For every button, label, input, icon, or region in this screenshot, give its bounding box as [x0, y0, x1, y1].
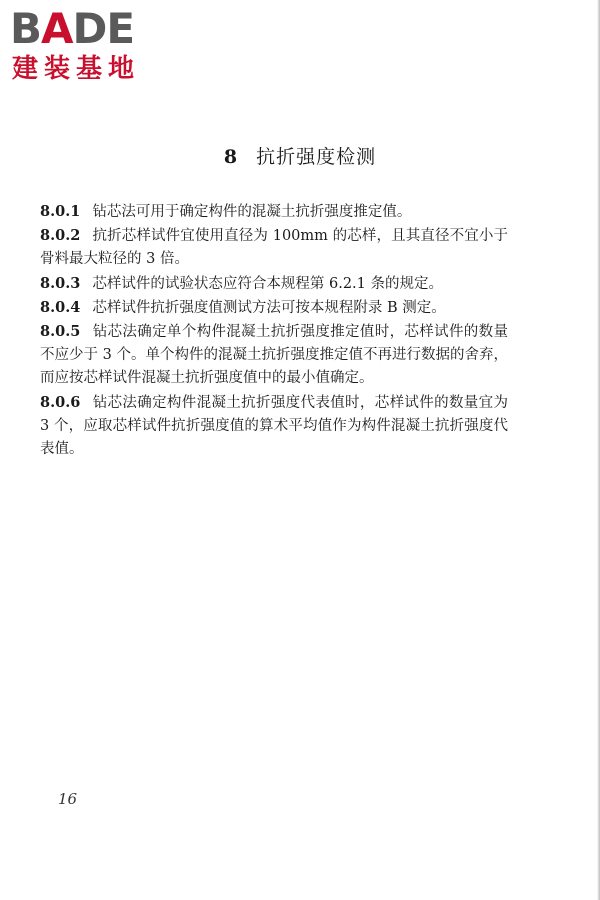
clause-text: 抗折芯样试件宜使用直径为 100mm 的芯样，且其直径不宜小于骨料最大粒径的 3 倍。 [40, 228, 508, 268]
clause-text: 钻芯法确定单个构件混凝土抗折强度推定值时，芯样试件的数量不应少于 3 个。单个构件的混凝土抗折强度推定值不再进行数据的舍弃，而应按芯样试件混凝土抗折强度值中的最小值确定。 [40, 324, 508, 387]
chapter-title: 抗折强度检测 [256, 146, 377, 168]
clause-list [40, 200, 508, 461]
clause-number: 8.0.2 [40, 227, 81, 245]
clause-text: 钻芯法可用于确定构件的混凝土抗折强度推定值。 [92, 204, 412, 220]
brand-logo [10, 6, 180, 84]
clause-8-0-4 [40, 296, 508, 320]
chapter-heading [0, 142, 600, 169]
logo-letter-b: B [10, 4, 42, 53]
clause-number: 8.0.3 [40, 274, 81, 292]
page-number: 16 [58, 790, 78, 808]
clause-text: 钻芯法确定构件混凝土抗折强度代表值时，芯样试件的数量宜为 3 个，应取芯样试件抗折强度值的算术平均值作为构件混凝土抗折强度代表值。 [40, 394, 508, 458]
clause-text: 芯样试件的试验状态应符合本规程第 6.2.1 条的规定。 [92, 275, 443, 292]
clause-number: 8.0.5 [40, 323, 81, 341]
logo-wordmark [10, 6, 134, 52]
chapter-number: 8 [223, 146, 239, 168]
logo-subtitle: 建装基地 [12, 54, 141, 84]
clause-number: 8.0.6 [40, 393, 81, 411]
clause-number: 8.0.1 [40, 203, 81, 220]
logo-letters-de: DE [72, 4, 135, 53]
clause-8-0-2 [40, 224, 508, 271]
clause-number: 8.0.4 [40, 298, 81, 316]
clause-text: 芯样试件抗折强度值测试方法可按本规程附录 B 测定。 [92, 299, 446, 316]
logo-letter-a: A [41, 4, 73, 53]
clause-8-0-5 [40, 320, 508, 391]
clause-8-0-6 [40, 391, 508, 462]
clause-8-0-1 [40, 200, 508, 224]
clause-8-0-3 [40, 272, 508, 296]
